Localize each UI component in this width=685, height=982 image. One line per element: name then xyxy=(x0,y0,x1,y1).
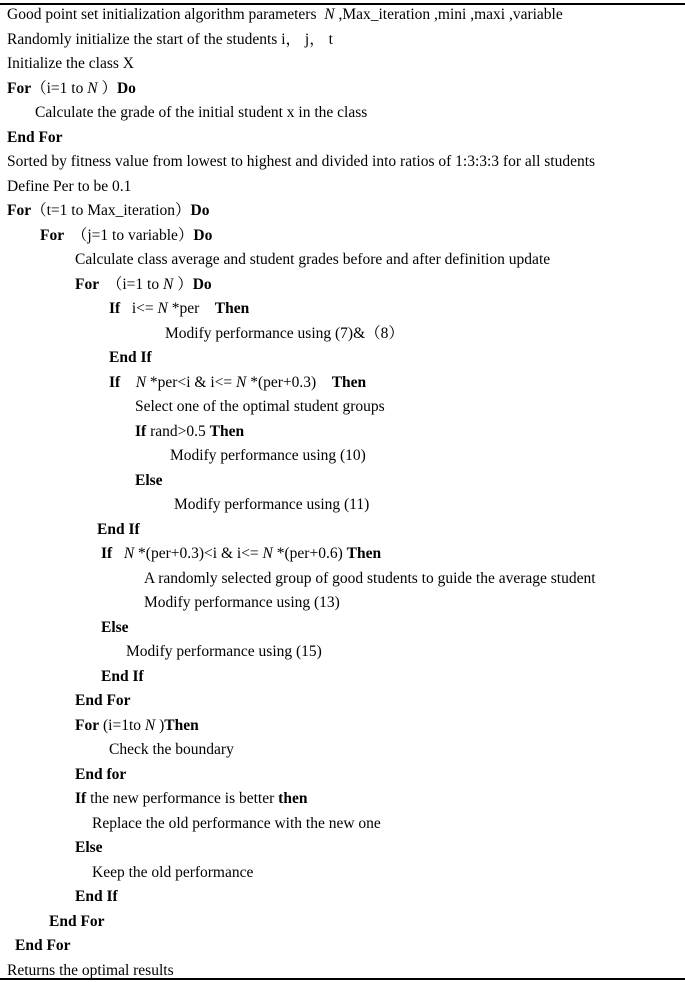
line-text xyxy=(120,374,136,391)
variable: N xyxy=(87,79,98,97)
algorithm-line xyxy=(35,104,367,122)
keyword: End For xyxy=(75,692,131,709)
line-text: Calculate class average and student grades before and after definition update xyxy=(75,251,551,268)
algorithm-line xyxy=(144,594,340,612)
keyword: If xyxy=(109,300,121,317)
keyword: For xyxy=(7,79,32,97)
line-text: (i=1to xyxy=(99,716,145,734)
line-text xyxy=(112,545,124,562)
line-text: *per<i & i<= xyxy=(146,373,236,391)
keyword: Then xyxy=(164,716,199,734)
line-text: *(per+0.3) xyxy=(246,373,332,391)
line-text: （t=1 to Max_iteration） xyxy=(31,202,191,219)
keyword: Then xyxy=(331,373,367,391)
variable: N xyxy=(144,716,156,734)
line-text: Modify performance using (15) xyxy=(126,643,322,660)
line-text: （j=1 to variable） xyxy=(64,226,194,244)
algorithm-line xyxy=(7,153,595,171)
keyword: End If xyxy=(97,520,140,538)
variable: N xyxy=(262,545,273,562)
algorithm-line xyxy=(92,864,253,882)
algorithm-line xyxy=(75,717,199,735)
line-text: Sorted by fitness value from lowest to highest and divided into ratios of 1:3:3:3 for all students xyxy=(7,153,596,170)
algorithm-line xyxy=(49,913,105,931)
algorithm-line xyxy=(101,668,144,686)
keyword: Do xyxy=(193,226,213,244)
bottom-rule xyxy=(0,978,685,980)
variable: N xyxy=(162,275,174,293)
algorithm-line xyxy=(92,815,381,833)
line-text: Keep the old performance xyxy=(92,863,254,881)
line-text: Define Per to be 0.1 xyxy=(7,177,132,195)
keyword: If xyxy=(101,545,113,562)
algorithm-line xyxy=(109,374,366,392)
algorithm-line xyxy=(126,643,322,661)
keyword: Then xyxy=(209,422,245,440)
line-text: Check the boundary xyxy=(109,741,234,758)
line-text: （i=1 to xyxy=(31,79,88,97)
algorithm-line xyxy=(7,55,134,73)
algorithm-line xyxy=(75,276,212,294)
keyword: For xyxy=(40,226,65,244)
keyword: If xyxy=(75,790,87,807)
line-text: Randomly initialize the start of the students i， j， t xyxy=(7,30,333,48)
line-text: ,Max_iteration ,mini ,maxi ,variable xyxy=(334,6,563,23)
algorithm-line xyxy=(75,839,103,857)
algorithm-line xyxy=(109,300,249,318)
keyword: For xyxy=(7,202,32,219)
keyword: Then xyxy=(346,545,382,562)
keyword: For xyxy=(75,275,100,293)
algorithm-line xyxy=(7,31,333,49)
algorithm-line xyxy=(7,178,131,196)
algorithm-line xyxy=(101,619,129,637)
line-text: rand>0.5 xyxy=(146,422,210,440)
algorithm-line xyxy=(75,692,131,710)
algorithm-line xyxy=(75,790,307,808)
line-text: ) xyxy=(155,716,165,734)
line-text: *per xyxy=(167,300,215,317)
line-text: Select one of the optimal student groups xyxy=(135,398,385,415)
keyword: End If xyxy=(109,349,152,366)
line-text: Replace the old performance with the new one xyxy=(92,814,381,832)
keyword: End For xyxy=(49,912,105,930)
keyword: then xyxy=(278,790,308,807)
algorithm-line xyxy=(7,129,63,147)
line-text: ） xyxy=(97,79,117,97)
line-text: Good point set initialization algorithm parameters xyxy=(7,6,325,23)
keyword: Do xyxy=(192,275,212,293)
line-text: the new performance is better xyxy=(86,790,279,807)
variable: N xyxy=(324,6,335,23)
variable: N xyxy=(157,300,168,317)
variable: N xyxy=(135,373,147,391)
keyword: End If xyxy=(101,667,144,685)
algorithm-line xyxy=(109,349,152,367)
top-rule xyxy=(0,3,685,5)
line-text: Initialize the class X xyxy=(7,55,134,72)
algorithm-line xyxy=(144,570,596,588)
line-text: i<= xyxy=(120,300,158,317)
line-text: *(per+0.3)<i & i<= xyxy=(134,545,263,562)
algorithm-line xyxy=(75,888,118,906)
line-text: Modify performance using (11) xyxy=(174,496,370,513)
keyword: For xyxy=(75,716,100,734)
line-text: ） xyxy=(173,275,193,293)
line-text: *(per+0.6) xyxy=(272,545,347,562)
keyword: Then xyxy=(214,300,250,317)
algorithm-line xyxy=(135,472,163,490)
keyword: Else xyxy=(101,618,129,636)
keyword: If xyxy=(135,422,147,440)
keyword: End For xyxy=(7,128,63,146)
line-text: （i=1 to xyxy=(99,275,163,293)
algorithm-line xyxy=(170,447,366,465)
algorithm-line xyxy=(40,227,212,245)
keyword: Else xyxy=(135,471,163,489)
algorithm-line xyxy=(7,80,136,98)
algorithm-line xyxy=(135,398,385,416)
keyword: End If xyxy=(75,888,118,905)
keyword: Do xyxy=(190,202,210,219)
algorithm-line xyxy=(15,937,71,955)
keyword: End for xyxy=(75,765,127,783)
line-text: A randomly selected group of good students to guide the average student xyxy=(144,569,596,587)
algorithm-line xyxy=(101,545,381,563)
line-text: Modify performance using (13) xyxy=(144,594,340,611)
keyword: End For xyxy=(15,937,71,954)
keyword: Else xyxy=(75,839,103,856)
variable: N xyxy=(123,545,135,562)
keyword: If xyxy=(109,373,121,391)
algorithm-line xyxy=(75,251,550,269)
algorithm-line xyxy=(165,325,404,343)
line-text: Calculate the grade of the initial student x in the class xyxy=(35,104,368,121)
algorithm-line xyxy=(174,496,369,514)
algorithm-line xyxy=(109,741,234,759)
line-text: Returns the optimal results xyxy=(7,961,174,979)
line-text: Modify performance using (7)&（8） xyxy=(165,324,404,342)
algorithm-line xyxy=(7,202,209,220)
variable: N xyxy=(235,373,247,391)
algorithm-line xyxy=(7,962,174,980)
keyword: Do xyxy=(116,79,136,97)
algorithm-line xyxy=(135,423,244,441)
algorithm-line xyxy=(7,6,563,24)
algorithm-line xyxy=(97,521,140,539)
line-text: Modify performance using (10) xyxy=(170,447,366,464)
algorithm-line xyxy=(75,766,126,784)
